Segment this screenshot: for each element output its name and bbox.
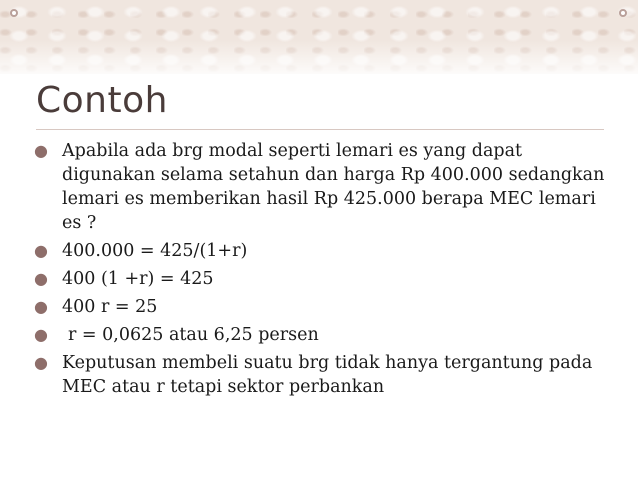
list-item xyxy=(34,295,614,319)
bullet-list xyxy=(34,139,614,403)
bullet-icon: ● xyxy=(34,353,48,372)
bullet-text: Apabila ada brg modal seperti lemari es yang dapat digunakan selama setahun dan harga Rp 400.000 sedangkan lemari es memberikan hasil Rp 425.000 berapa MEC lemari es ? xyxy=(62,141,605,233)
list-item xyxy=(34,351,614,399)
bullet-text: 400 (1 +r) = 425 xyxy=(62,269,214,289)
bullet-icon: ● xyxy=(34,297,48,316)
slide-title: Contoh xyxy=(36,80,168,121)
list-item xyxy=(34,267,614,291)
corner-dot-left-icon xyxy=(10,9,18,17)
title-divider xyxy=(36,129,604,130)
bullet-text: Keputusan membeli suatu brg tidak hanya tergantung pada MEC atau r tetapi sektor perbankan xyxy=(62,353,593,397)
list-item xyxy=(34,239,614,263)
bullet-icon: ● xyxy=(34,141,48,160)
bullet-text: r = 0,0625 atau 6,25 persen xyxy=(68,325,319,345)
bullet-text: 400 r = 25 xyxy=(62,297,158,317)
bullet-icon: ● xyxy=(34,269,48,288)
header-fade xyxy=(0,40,638,80)
bullet-text: 400.000 = 425/(1+r) xyxy=(62,241,248,261)
list-item xyxy=(34,139,614,235)
list-item xyxy=(34,323,614,347)
bullet-icon: ● xyxy=(34,241,48,260)
corner-dot-right-icon xyxy=(619,9,627,17)
bullet-icon: ● xyxy=(34,325,48,344)
